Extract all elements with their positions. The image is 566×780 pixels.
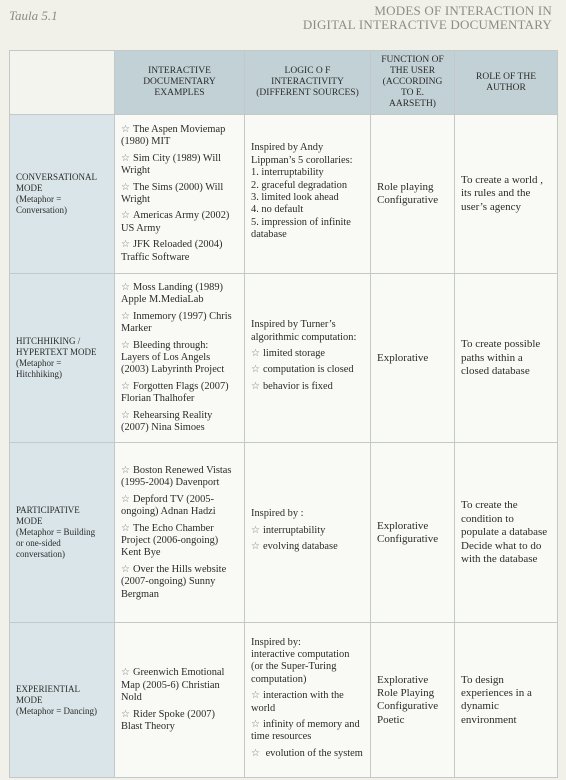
logic-intro: [251, 508, 364, 520]
star-icon: ☆: [121, 667, 130, 679]
star-icon: ☆: [121, 123, 130, 135]
examples-cell: [115, 443, 245, 623]
examples-cell: [115, 623, 245, 778]
user-function-line: Explorative: [377, 673, 429, 686]
star-icon: ☆: [121, 181, 130, 193]
logic-line: 5. impression of infinite database: [251, 216, 351, 241]
example-item: ☆ JFK Reloaded (2004) Traffic Software: [121, 239, 223, 263]
author-role-cell: To create possible paths within a closed database: [455, 274, 558, 443]
logic-line: Inspired by:: [251, 636, 301, 648]
table-title: [303, 4, 552, 32]
logic-cell: [245, 274, 371, 443]
table-row: [10, 623, 558, 778]
star-icon: ☆: [121, 493, 130, 505]
user-function-cell: [371, 623, 455, 778]
header-examples: INTERACTIVE DOCUMENTARY EXAMPLES: [115, 51, 245, 115]
logic-line: 4. no default: [251, 204, 304, 216]
table-row: [10, 115, 558, 274]
mode-cell: [10, 443, 115, 623]
mode-label: (Metaphor = Dancing): [16, 705, 98, 716]
star-icon: ☆: [251, 364, 260, 376]
user-function-line: Configurative: [377, 532, 439, 545]
example-item: ☆ The Echo Chamber Project (2006-ongoing) Kent Bye: [121, 522, 219, 559]
header-logic: LOGIC O F INTERACTIVITY (DIFFERENT SOURCES): [245, 51, 371, 115]
logic-item: ☆ infinity of memory and time resources: [251, 719, 360, 743]
logic-item: ☆ evolving database: [251, 541, 338, 553]
logic-item: ☆ interaction with the world: [251, 690, 344, 714]
star-icon: ☆: [121, 239, 130, 251]
user-function-line: Role playing: [377, 180, 434, 193]
mode-label: PARTICIPATIVE MODE: [16, 505, 80, 527]
mode-label: (Metaphor = Hitchhiking): [16, 358, 62, 380]
star-icon: ☆: [121, 563, 130, 575]
table-title-line2: DIGITAL INTERACTIVE DOCUMENTARY: [302, 17, 552, 32]
logic-cell: [245, 115, 371, 274]
user-function-cell: [371, 274, 455, 443]
user-function-line: Explorative: [377, 351, 429, 364]
logic-line: Inspired by Turner’s algorithmic computation:: [251, 319, 357, 343]
example-item: ☆ Inmemory (1997) Chris Marker: [121, 310, 232, 335]
examples-cell: [115, 115, 245, 274]
logic-intro: [251, 637, 364, 687]
logic-line: 1. interruptability: [251, 167, 324, 179]
star-icon: ☆: [121, 380, 130, 392]
user-function-line: Explorative: [377, 519, 429, 532]
star-icon: ☆: [121, 339, 130, 351]
author-role-cell: To design experiences in a dynamic environment: [455, 623, 558, 778]
example-item: ☆ The Sims (2000) Will Wright: [121, 181, 224, 205]
logic-item: ☆ behavior is fixed: [251, 380, 333, 392]
logic-line: Inspired by :: [251, 508, 304, 520]
star-icon: ☆: [251, 541, 260, 553]
example-item: ☆ The Aspen Moviemap (1980) MIT: [121, 123, 226, 148]
logic-intro: [251, 142, 364, 241]
author-role-cell: To create a world , its rules and the user’s agency: [455, 115, 558, 274]
header-author-role: ROLE OF THE AUTHOR: [455, 51, 558, 115]
table-row: [10, 443, 558, 623]
example-item: ☆ Americas Army (2002) US Army: [121, 210, 230, 234]
mode-label: (Metaphor = Building: [16, 527, 96, 538]
example-item: ☆ Rider Spoke (2007) Blast Theory: [121, 708, 215, 733]
example-item: ☆ Over the Hills website (2007-ongoing) Sunny Bergman: [121, 563, 227, 600]
mode-cell: [10, 623, 115, 778]
example-item: ☆ Rehearsing Reality (2007) Nina Simoes: [121, 409, 213, 434]
logic-intro: [251, 319, 364, 344]
user-function-cell: [371, 443, 455, 623]
logic-item: ☆ limited storage: [251, 348, 326, 360]
logic-item: ☆ computation is closed: [251, 364, 354, 376]
author-role-cell: To create the condition to populate a database Decide what to do with the database: [455, 443, 558, 623]
example-item: ☆ Depford TV (2005-ongoing) Adnan Hadzi: [121, 493, 216, 518]
mode-label: MODE: [16, 183, 43, 193]
logic-line: 2. graceful degradation: [251, 179, 348, 191]
example-item: ☆ Forgotten Flags (2007) Florian Thalhofer: [121, 380, 229, 405]
mode-cell: [10, 115, 115, 274]
mode-label: or one-sided conversation): [16, 538, 65, 560]
mode-label: HYPERTEXT MODE: [16, 347, 97, 358]
star-icon: ☆: [121, 409, 130, 421]
example-item: ☆ Greenwich Emotional Map (2005-6) Christian Nold: [121, 667, 225, 704]
star-icon: ☆: [121, 310, 130, 322]
star-icon: ☆: [121, 522, 130, 534]
table-label: Taula 5.1: [9, 8, 58, 23]
header-row: [10, 51, 558, 115]
example-item: ☆ Boston Renewed Vistas (1995-2004) Davenport: [121, 464, 232, 489]
star-icon: ☆: [251, 747, 260, 759]
mode-label: (Metaphor = Conversation): [16, 194, 67, 215]
star-icon: ☆: [121, 152, 130, 164]
star-icon: ☆: [121, 282, 130, 293]
logic-cell: [245, 443, 371, 623]
star-icon: ☆: [251, 524, 260, 536]
modes-table: [9, 50, 558, 778]
star-icon: ☆: [121, 464, 130, 476]
table-title-line1: MODES OF INTERACTION IN: [374, 3, 552, 18]
star-icon: ☆: [251, 690, 260, 702]
user-function-line: Configurative: [377, 700, 439, 713]
logic-line: Inspired by Andy Lippman’s 5 corollaries:: [251, 142, 353, 166]
user-function-line: Configurative: [377, 194, 439, 206]
mode-label: EXPERIENTIAL MODE: [16, 683, 80, 705]
mode-cell: [10, 274, 115, 443]
header-corner: [10, 51, 115, 115]
logic-line: 3. limited look ahead: [251, 192, 339, 203]
example-item: ☆ Moss Landing (1989) Apple M.MediaLab: [121, 282, 224, 306]
logic-line: interactive computation (or the Super-Turing computation): [251, 649, 350, 685]
star-icon: ☆: [121, 708, 130, 720]
user-function-line: Role Playing: [377, 687, 435, 700]
star-icon: ☆: [251, 719, 260, 731]
logic-item: ☆ interruptability: [251, 524, 326, 536]
user-function-cell: [371, 115, 455, 274]
mode-label: CONVERSATIONAL: [16, 172, 97, 182]
star-icon: ☆: [251, 348, 260, 360]
example-item: ☆ Sim City (1989) Will Wright: [121, 152, 221, 177]
mode-label: HITCHHIKING /: [16, 336, 81, 347]
examples-cell: [115, 274, 245, 443]
header-user-function: FUNCTION OF THE USER (ACCORDING TO E. AARSETH): [371, 51, 455, 115]
logic-item: ☆ evolution of the system: [251, 747, 363, 759]
user-function-line: Poetic: [377, 713, 405, 726]
logic-cell: [245, 623, 371, 778]
star-icon: ☆: [121, 210, 130, 222]
table-row: [10, 274, 558, 443]
star-icon: ☆: [251, 380, 260, 392]
example-item: ☆ Bleeding through: Layers of Los Angels (2003) Labyrinth Project: [121, 339, 225, 376]
